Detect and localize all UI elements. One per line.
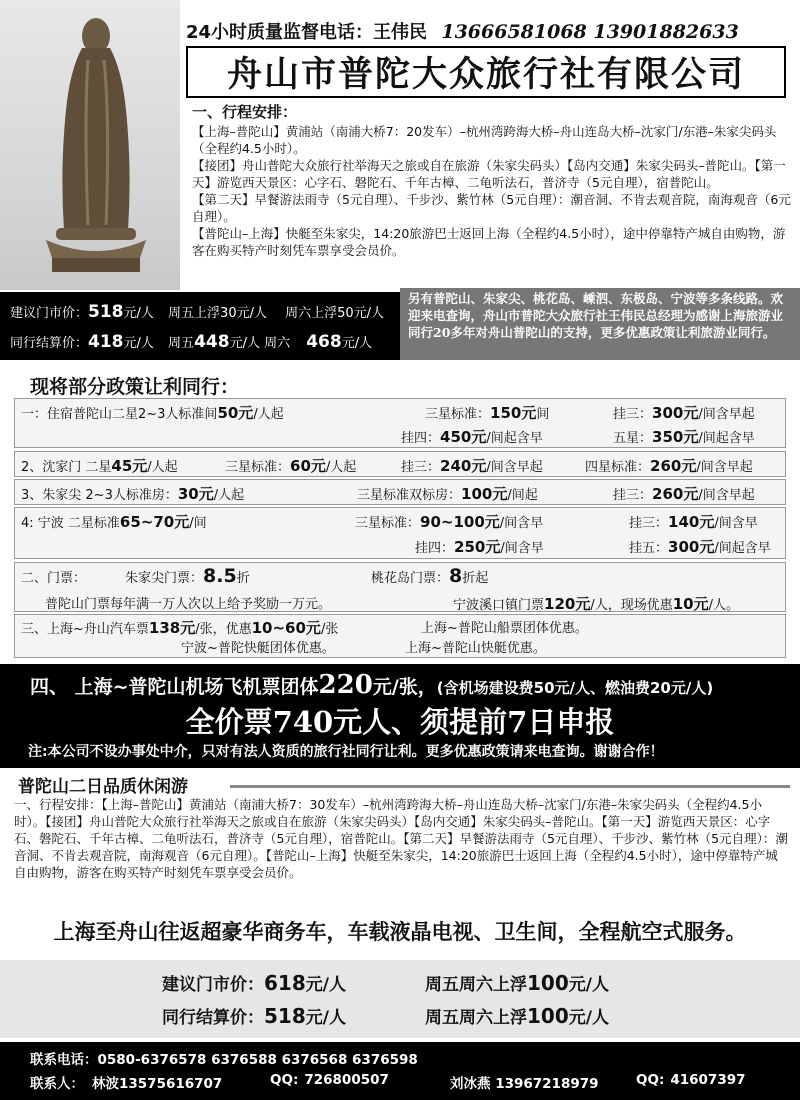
- unit: /人起: [147, 460, 178, 475]
- tour-divider: [230, 785, 790, 788]
- unit: /间含早: [714, 516, 758, 531]
- price: 350元: [652, 428, 699, 446]
- trade-price: 418: [88, 332, 124, 352]
- tour-title: 普陀山二日品质休闲游: [18, 777, 188, 797]
- tour-trade-surcharge: [425, 1003, 609, 1028]
- other-routes-notice: 另有普陀山、朱家尖、桃花岛、嵊泗、东极岛、宁波等多条线路。欢迎来电查询，舟山市普陀大众旅行社王伟民总经理为感谢上海旅游业同行20多年对舟山普陀山的支持，更多优惠政策让利旅游业同行。: [400, 288, 800, 360]
- putuo-ticket-reward: 普陀山门票每年满一万人次以上给予奖励一万元。: [45, 597, 332, 612]
- price: 150元: [490, 404, 537, 422]
- label: 联系人：: [30, 1076, 84, 1092]
- itinerary-step-1: 【上海–普陀山】黄浦站（南浦大桥7：20发车）–杭州湾跨海大桥–舟山连岛大桥–沈家门/东港–朱家尖码头（全程约4.5小时）。: [192, 124, 777, 156]
- discount: 10元: [672, 595, 709, 613]
- tour-itinerary: 一、行程安排：【上海–普陀山】黄浦站（南浦大桥7：30发车）–杭州湾跨海大桥–舟山连岛大桥–沈家门/东港–朱家尖码头（全程约4.5小时）。【接团】舟山普陀大众旅行社举海天之旅或自在旅游（朱家尖码头）【岛内交通】朱家尖码头–普陀山。【第一天】游览西天景区：心字石、磐陀石、千年古樟、二龟听法石，普济寺（5元自理），宿普陀山。【第二天】早餐游法雨寺（5元自理）、千步沙、紫竹林（5元自理）：潮音洞、不肯去观音院，南海观音（6元自理）。【普陀山–上海】快艇至朱家尖，14:20旅游巴士返回上海（全程约4.5小时），途中停靠特产城自由购物，游客在购买特产时刻凭车票享受会员价。: [14, 797, 788, 880]
- trade-price-label: 同行结算价：: [10, 336, 89, 351]
- label: 挂四：: [415, 541, 455, 556]
- saturday-surcharge: 周六上浮50元/人: [285, 306, 385, 321]
- sjm-two-star: [21, 455, 178, 476]
- nb-listed-three: [629, 511, 758, 532]
- trade-friday-price: 448: [194, 332, 230, 352]
- price: 250元: [454, 538, 501, 556]
- nb-three-star: [355, 511, 543, 532]
- label: 三星标准：: [425, 407, 491, 422]
- putuo-two-star: [21, 402, 284, 423]
- retail-price-label: 建议门市价：: [10, 306, 89, 321]
- text: /张，优惠: [195, 622, 252, 637]
- policy-hotel-putuo: [14, 398, 786, 448]
- tour-retail-surcharge: [425, 970, 609, 995]
- label: 挂三：: [613, 407, 653, 422]
- label: QQ:: [636, 1072, 665, 1088]
- price: 300元: [652, 404, 699, 422]
- nb-listed-four: [415, 536, 544, 557]
- label: 宁波溪口镇门票: [453, 598, 545, 613]
- price: 120元: [544, 595, 591, 613]
- unit: 元/人: [305, 975, 346, 995]
- label: 四、 上海~普陀山机场飞机票团体: [30, 676, 319, 698]
- contact-footer: [0, 1042, 800, 1100]
- label: 挂三：: [629, 516, 669, 531]
- price: 60元: [290, 457, 326, 475]
- price: 140元: [668, 513, 715, 531]
- label: 挂五：: [629, 541, 669, 556]
- ningbo-speedboat: 宁波~普陀快艇团体优惠。: [181, 641, 335, 656]
- label: QQ:: [270, 1072, 299, 1088]
- price: 30元: [177, 485, 214, 503]
- label: 挂三：: [613, 488, 653, 503]
- company-name: 舟山市普陀大众旅行社有限公司: [226, 54, 745, 95]
- hotline-numbers: 13666581068 13901882633: [441, 21, 739, 43]
- price: 260元: [650, 457, 697, 475]
- contact-line: [30, 1072, 222, 1092]
- itinerary-heading: 一、行程安排：: [192, 103, 298, 121]
- itinerary-section: [192, 104, 792, 259]
- label: 4: 宁波 二星标准: [21, 516, 120, 531]
- label: 挂四：: [401, 431, 441, 446]
- qq-2: [636, 1072, 746, 1088]
- unit: /间起含早: [714, 541, 771, 556]
- trade-price-unit: 元/人: [123, 336, 154, 351]
- contact-2: 刘冰燕 13967218979: [450, 1076, 599, 1092]
- policy-hotel-ningbo: [14, 507, 786, 559]
- label: 2、沈家门 二星: [21, 460, 112, 475]
- value: 41607397: [670, 1072, 746, 1088]
- putuo-five-star: [613, 426, 755, 447]
- price: 90~100元: [420, 513, 500, 531]
- service-slogan: 上海至舟山往返超豪华商务车，车载液晶电视、卫生间，全程航空式服务。: [53, 919, 747, 944]
- value: 726800507: [304, 1072, 389, 1088]
- label: 三星标准：: [355, 516, 421, 531]
- unit: 元/人: [568, 975, 609, 995]
- label: 挂三：: [401, 460, 441, 475]
- policy-hotel-zhujiajian: [14, 479, 786, 505]
- fees: (含机场建设费50元/人、燃油费20元/人): [436, 679, 714, 697]
- xikou-ticket: [453, 593, 739, 614]
- itinerary-step-2: 【接团】舟山普陀大众旅行社举海天之旅或自在旅游（朱家尖码头）【岛内交通】朱家尖码头–普陀山。【第一天】游览西天景区：心字石、磐陀石、千年古樟、二龟听法石，普济寺（5元自理），宿普陀山。: [192, 158, 786, 190]
- policy-hotel-shenjiamen: [14, 451, 786, 477]
- zjj-listed-three: [613, 483, 755, 504]
- hotline-label: 24小时质量监督电话：王伟民: [186, 22, 428, 43]
- label: 三星标准：: [225, 460, 291, 475]
- label: 建议门市价：: [162, 975, 264, 995]
- unit: 间: [536, 407, 550, 422]
- phones: 0580-6376578 6376588 6376568 6376598: [97, 1052, 418, 1068]
- unit: /张: [320, 622, 339, 637]
- retail-price-unit: 元/人: [123, 306, 154, 321]
- price: 518: [264, 1004, 306, 1028]
- zjj-ticket: [125, 565, 250, 587]
- sjm-four-star: [585, 455, 753, 476]
- label: 四星标准：: [585, 460, 651, 475]
- hotline: [186, 18, 739, 44]
- label: 联系电话：: [30, 1052, 98, 1068]
- air-ticket-line: [30, 670, 713, 700]
- price: 300元: [668, 538, 715, 556]
- retail-price-row: [10, 298, 390, 328]
- unit: /间含早: [499, 516, 544, 531]
- label: 同行结算价：: [162, 1008, 264, 1028]
- label: 周五周六上浮: [425, 1008, 527, 1028]
- company-note: 注:本公司不设办事处中介，只对有法人资质的旅行社同行让利。更多优惠政策请来电查询。谢谢合作！: [28, 744, 664, 760]
- trade-saturday-unit: 元/人: [341, 336, 373, 351]
- air-ticket-band: [0, 664, 800, 768]
- sjm-listed-three: [401, 455, 543, 476]
- trade-price-row: [10, 328, 390, 358]
- unit: /间: [189, 516, 207, 531]
- tour-trade-price: [162, 1003, 346, 1028]
- tickets-heading: 二、门票：: [21, 571, 87, 586]
- unit: /间起含早: [698, 431, 755, 446]
- unit: /人起: [253, 407, 284, 422]
- label: 五星：: [613, 431, 653, 446]
- label: 三、上海~舟山汽车票: [21, 622, 149, 637]
- label: 3、朱家尖 2~3人标准房：: [21, 488, 178, 503]
- tour-price-box: [0, 960, 800, 1038]
- price: 100: [527, 971, 569, 995]
- unit: 折起: [462, 571, 489, 586]
- unit: /人起: [325, 460, 357, 475]
- putuo-three-star: [425, 402, 549, 423]
- price: 45元: [111, 457, 148, 475]
- taohua-ticket: [371, 565, 488, 587]
- contact-1: 林波13575616707: [92, 1076, 223, 1092]
- text: /人，现场优惠: [590, 598, 673, 613]
- unit: /人。: [708, 598, 739, 613]
- unit: 元/张，: [372, 676, 437, 698]
- putuo-listed-three: [613, 402, 755, 423]
- nb-two-star: [21, 511, 207, 532]
- itinerary-step-4: 【普陀山–上海】快艇至朱家尖，14:20旅游巴士返回上海（全程约4.5小时），途中停靠特产城自由购物，游客在购买特产时刻凭车票享受会员价。: [192, 226, 786, 258]
- discount: 10~60元: [251, 619, 321, 637]
- air-full-price: 全价票740元人、须提前7日申报: [185, 705, 615, 739]
- unit: /间含早起: [696, 460, 753, 475]
- unit: 折: [236, 571, 250, 586]
- unit: /间含早: [500, 541, 544, 556]
- phone-line: [30, 1048, 418, 1068]
- price: 618: [264, 971, 306, 995]
- unit: /间含早起: [698, 407, 755, 422]
- label: 周五周六上浮: [425, 975, 527, 995]
- price: 100: [527, 1004, 569, 1028]
- price: 100元: [461, 485, 508, 503]
- unit: /间含早起: [486, 460, 543, 475]
- label: 一：住宿普陀山二星2~3人标准间: [21, 407, 218, 422]
- itinerary-step-3: 【第二天】早餐游法雨寺（5元自理）、千步沙、紫竹林（5元自理）：潮音洞、不肯去观音院，南海观音（6元自理）。: [192, 192, 791, 224]
- trade-saturday-price: 468: [306, 332, 342, 352]
- unit: 元/人: [305, 1008, 346, 1028]
- price: 65~70元: [119, 513, 190, 531]
- sjm-three-star: [225, 455, 356, 476]
- policy-title: 现将部分政策让利同行：: [30, 376, 240, 398]
- policy-transport: [14, 614, 786, 658]
- guanyin-statue-image: [0, 0, 180, 290]
- statue-icon: [0, 0, 180, 290]
- trade-friday-unit: 元/人 周六: [229, 336, 291, 351]
- price: 450元: [440, 428, 487, 446]
- zjj-three-star: [357, 483, 538, 504]
- unit: 元/人: [568, 1008, 609, 1028]
- qq-1: [270, 1072, 389, 1088]
- zjj-standard: [21, 483, 244, 504]
- label: 朱家尖门票：: [125, 571, 204, 586]
- price: 260元: [652, 485, 699, 503]
- price-band: [0, 292, 400, 360]
- shanghai-speedboat: 上海~普陀山快艇优惠。: [405, 641, 546, 656]
- label: 桃花岛门票：: [371, 571, 450, 586]
- price: 240元: [440, 457, 487, 475]
- tour-retail-price: [162, 970, 346, 995]
- company-name-box: [186, 46, 786, 98]
- ship-ticket: 上海~普陀山船票团体优惠。: [421, 621, 588, 636]
- bus-ticket: [21, 617, 338, 638]
- price: 50元: [217, 404, 254, 422]
- price: 220: [318, 670, 373, 700]
- friday-surcharge: 周五上浮30元/人: [168, 306, 267, 321]
- putuo-listed-four: [401, 426, 543, 447]
- nb-listed-five: [629, 536, 771, 557]
- unit: /间含早起: [698, 488, 755, 503]
- label: 三星标准双标房：: [357, 488, 462, 503]
- unit: /人起: [213, 488, 245, 503]
- unit: /间起: [507, 488, 538, 503]
- policy-tickets: [14, 562, 786, 612]
- retail-price: 518: [88, 302, 124, 322]
- value: 8: [449, 565, 463, 587]
- trade-friday-label: 周五: [168, 336, 195, 351]
- value: 8.5: [203, 565, 237, 587]
- price: 138元: [148, 619, 196, 637]
- unit: /间起含早: [486, 431, 543, 446]
